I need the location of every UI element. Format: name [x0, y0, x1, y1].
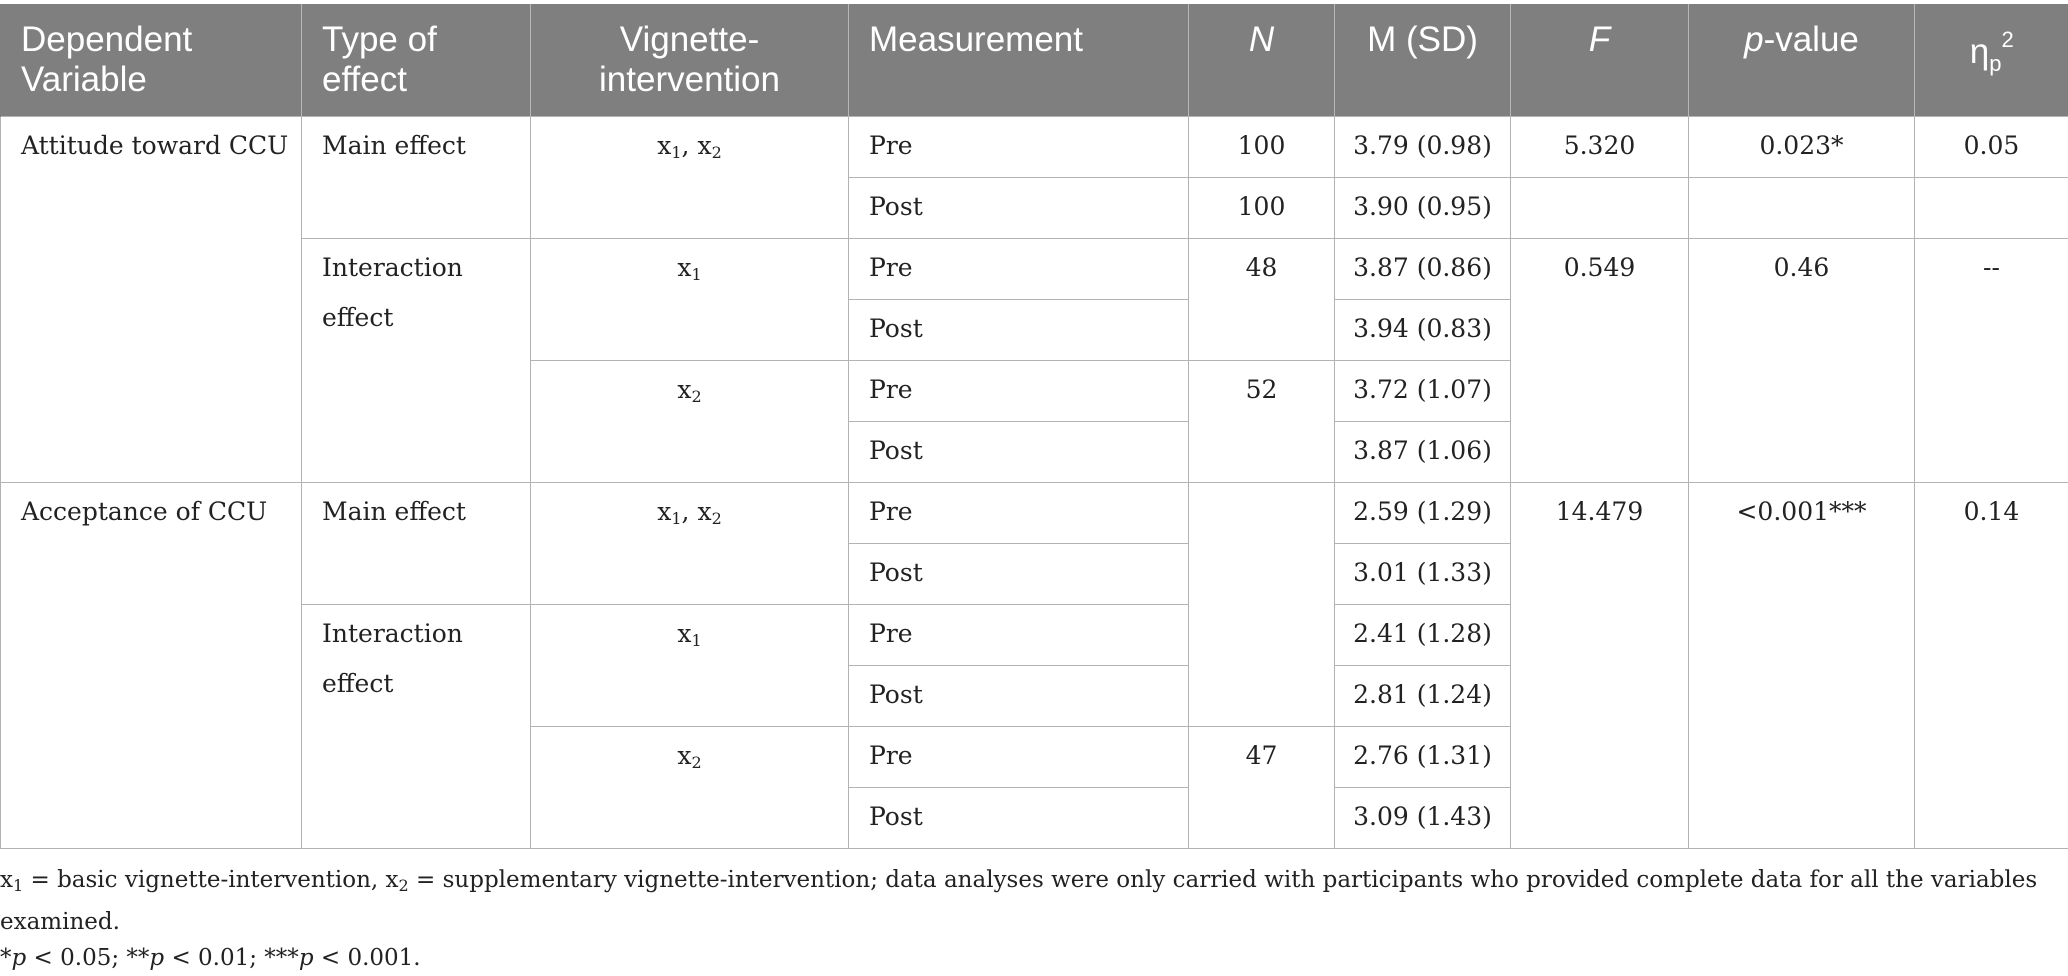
n-cell: 47 [1189, 726, 1335, 848]
results-table [0, 4, 2068, 849]
msd-cell: 2.76 (1.31) [1335, 726, 1511, 787]
header-type-of-effect: Type of effect [302, 4, 531, 116]
p-cell-empty [1689, 177, 1915, 238]
n-cell: 100 [1189, 116, 1335, 177]
table-row [1, 482, 2068, 543]
msd-cell: 3.09 (1.43) [1335, 787, 1511, 848]
header-eta-sup: 2 [2001, 27, 2013, 52]
type-of-effect-cell: Main effect [302, 482, 531, 604]
measurement-cell: Post [849, 543, 1189, 604]
header-eta: η [1970, 32, 1989, 71]
header-vignette-intervention: Vignette-intervention [531, 4, 849, 116]
msd-cell: 3.01 (1.33) [1335, 543, 1511, 604]
measurement-cell: Post [849, 787, 1189, 848]
n-cell: 48 [1189, 238, 1335, 360]
msd-cell: 3.87 (1.06) [1335, 421, 1511, 482]
p-cell: 0.46 [1689, 238, 1915, 482]
vignette-cell: $x_2$ [531, 360, 849, 482]
msd-cell: 2.81 (1.24) [1335, 665, 1511, 726]
table-row [1, 238, 2068, 299]
dependent-variable-cell: Attitude toward CCU [1, 116, 302, 482]
eta-cell: 0.05 [1915, 116, 2068, 177]
msd-cell: 3.79 (0.98) [1335, 116, 1511, 177]
header-measurement: Measurement [849, 4, 1189, 116]
p-cell: 0.023* [1689, 116, 1915, 177]
header-p-rest: -value [1764, 20, 1859, 59]
measurement-cell: Post [849, 299, 1189, 360]
eta-cell-empty [1915, 177, 2068, 238]
type-of-effect-cell: Interaction effect [302, 238, 531, 482]
header-dependent-variable: Dependent Variable [1, 4, 302, 116]
table-row [1, 116, 2068, 177]
n-cell-empty [1189, 482, 1335, 726]
n-cell: 52 [1189, 360, 1335, 482]
header-f: F [1511, 4, 1689, 116]
eta-cell: -- [1915, 238, 2068, 482]
measurement-cell: Pre [849, 726, 1189, 787]
measurement-cell: Pre [849, 360, 1189, 421]
header-eta-squared [1915, 4, 2068, 116]
vignette-cell: $x_1$ [531, 604, 849, 726]
measurement-cell: Pre [849, 116, 1189, 177]
measurement-cell: Post [849, 421, 1189, 482]
header-p-value [1689, 4, 1915, 116]
msd-cell: 3.87 (0.86) [1335, 238, 1511, 299]
f-cell: 5.320 [1511, 116, 1689, 177]
measurement-cell: Post [849, 665, 1189, 726]
msd-cell: 3.72 (1.07) [1335, 360, 1511, 421]
msd-cell: 3.90 (0.95) [1335, 177, 1511, 238]
measurement-cell: Pre [849, 482, 1189, 543]
msd-cell: 3.94 (0.83) [1335, 299, 1511, 360]
vignette-cell: $x_1$ [531, 238, 849, 360]
type-of-effect-cell: Interaction effect [302, 604, 531, 848]
vignette-cell: $x_1$, $x_2$ [531, 482, 849, 604]
dependent-variable-cell: Acceptance of CCU [1, 482, 302, 848]
vignette-cell: $x_1$, $x_2$ [531, 116, 849, 238]
header-m-sd: M (SD) [1335, 4, 1511, 116]
measurement-cell: Pre [849, 604, 1189, 665]
header-eta-sub: p [1989, 51, 2001, 76]
vignette-cell: $x_2$ [531, 726, 849, 848]
f-cell-empty [1511, 177, 1689, 238]
eta-cell: 0.14 [1915, 482, 2068, 848]
header-row [1, 4, 2068, 116]
note-definitions: $x_1$ = basic vignette-intervention, $x_2$ = supplementary vignette-intervention; data analyses were only carried with participants who provided complete data for all the variables examined. [0, 862, 2060, 940]
header-p-italic: p [1744, 20, 1763, 59]
f-cell: 14.479 [1511, 482, 1689, 848]
measurement-cell: Pre [849, 238, 1189, 299]
measurement-cell: Post [849, 177, 1189, 238]
note-significance: *p < 0.05; **p < 0.01; ***p < 0.001. [0, 940, 2060, 976]
msd-cell: 2.41 (1.28) [1335, 604, 1511, 665]
msd-cell: 2.59 (1.29) [1335, 482, 1511, 543]
header-n: N [1189, 4, 1335, 116]
f-cell: 0.549 [1511, 238, 1689, 482]
type-of-effect-cell: Main effect [302, 116, 531, 238]
table-notes [0, 862, 2060, 976]
p-cell: <0.001*** [1689, 482, 1915, 848]
n-cell: 100 [1189, 177, 1335, 238]
